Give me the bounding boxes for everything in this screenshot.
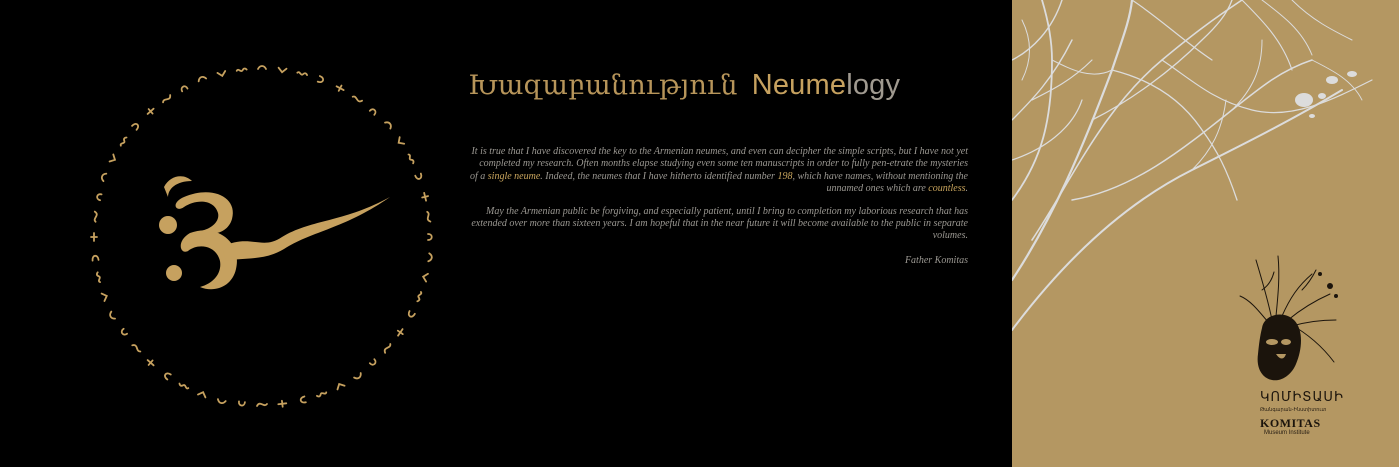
- ring-neume-glyph: [217, 399, 225, 404]
- ring-neume-glyph: [198, 76, 207, 82]
- title-armenian: Խազաբանություն: [468, 70, 738, 101]
- neume-emblem: [72, 47, 452, 427]
- ring-neume-glyph: [421, 192, 429, 201]
- ring-neume-glyph: [217, 71, 226, 77]
- ring-neume-glyph: [427, 212, 431, 222]
- ring-neume-glyph: [354, 373, 362, 380]
- ring-neume-glyph: [146, 358, 156, 368]
- ring-neume-glyph: [180, 85, 187, 91]
- logo-armenian-subtitle: Թանգարան-Ինստիտուտ: [1260, 407, 1327, 413]
- ring-neume-glyph: [408, 154, 415, 164]
- ring-neume-glyph: [96, 272, 101, 282]
- quote-signature: Father Komitas: [904, 254, 968, 266]
- komitas-quote: [470, 146, 968, 277]
- ring-neume-glyph: [102, 292, 109, 301]
- ring-neume-glyph: [94, 212, 98, 222]
- central-neume-icon: [159, 176, 390, 289]
- ring-neume-glyph: [101, 173, 107, 182]
- quote-highlight-countless: countless: [928, 183, 966, 195]
- quote-highlight-number: 198: [777, 170, 793, 182]
- ring-neume-glyph: [278, 400, 287, 407]
- ring-neume-glyph: [407, 311, 414, 318]
- ring-neume-glyph: [121, 329, 127, 336]
- ring-neume-glyph: [335, 84, 345, 93]
- ring-neume-glyph: [297, 71, 307, 76]
- ring-neume-glyph: [258, 66, 266, 69]
- ring-neume-glyph: [237, 68, 247, 71]
- ring-neume-glyph: [422, 273, 428, 282]
- ring-neume-glyph: [317, 392, 327, 398]
- page-title: [468, 64, 988, 106]
- logo-subtitle: Museum Institute: [1264, 430, 1310, 436]
- ring-neume-glyph: [239, 401, 245, 405]
- komitas-museum-logo: [1232, 250, 1350, 450]
- ring-neume-glyph: [146, 106, 156, 116]
- ring-neume-glyph: [383, 344, 391, 353]
- ring-neume-glyph: [417, 292, 423, 302]
- ring-neume-glyph: [92, 255, 98, 260]
- ring-neume-glyph: [428, 234, 432, 240]
- ring-neume-glyph: [162, 95, 172, 103]
- quote-text: , which have names, without mentioning the unnamed ones which are: [792, 170, 968, 195]
- ring-neume-glyph: [428, 253, 432, 261]
- ring-neume-glyph: [109, 312, 115, 320]
- logo-armenian-name: ԿՈՄԻՏԱՍԻ: [1260, 390, 1344, 405]
- ring-neume-glyph: [300, 396, 306, 403]
- ring-neume-glyph: [96, 193, 101, 200]
- ring-neume-glyph: [336, 382, 345, 389]
- ring-neume-glyph: [396, 137, 404, 146]
- ring-neume-glyph: [370, 359, 377, 366]
- ring-neume-glyph: [385, 121, 393, 129]
- quote-paragraph-1: [470, 146, 968, 196]
- ring-neume-glyph: [132, 344, 140, 353]
- quote-text: It is true that I have discovered the key to the Armenian neumes, and even can decipher the simple scripts, but I have not yet completed my research. Often months elapse studying even some ten manuscripts in order to fully pen-etrate the mysteries of a: [470, 146, 968, 182]
- ring-neume-glyph: [370, 108, 377, 115]
- ring-neume-glyph: [164, 372, 171, 379]
- quote-text: . Indeed, the neumes that I have hitherto identified number: [540, 170, 778, 182]
- ring-neume-glyph: [415, 174, 422, 180]
- komitas-portrait-icon: [1232, 250, 1350, 390]
- quote-text: .: [965, 183, 968, 195]
- ring-neume-glyph: [110, 154, 117, 163]
- ring-neume-glyph: [198, 391, 207, 398]
- neume-circle-graphic: [72, 47, 452, 427]
- logo-name: KOMITAS: [1260, 416, 1321, 430]
- ring-neume-glyph: [353, 95, 363, 103]
- ring-neume-glyph: [396, 327, 405, 337]
- quote-highlight-single-neume: single neume: [487, 170, 541, 182]
- ring-neume-glyph: [91, 233, 97, 241]
- title-neume: Neume: [751, 69, 847, 101]
- ring-neume-glyph: [120, 137, 127, 146]
- ring-neume-glyph: [257, 404, 267, 406]
- ring-neume-glyph: [179, 383, 189, 390]
- ring-neume-glyph: [318, 76, 324, 83]
- ring-neume-glyph: [278, 68, 286, 73]
- ring-neume-glyph: [132, 122, 139, 129]
- title-logy: logy: [846, 69, 901, 101]
- quote-paragraph-2: May the Armenian public be forgiving, and especially patient, until I bring to completion my laborious research that has extended over more than sixteen years. I am hopeful that in the near future it will become available to the public in separate volumes.: [471, 205, 968, 242]
